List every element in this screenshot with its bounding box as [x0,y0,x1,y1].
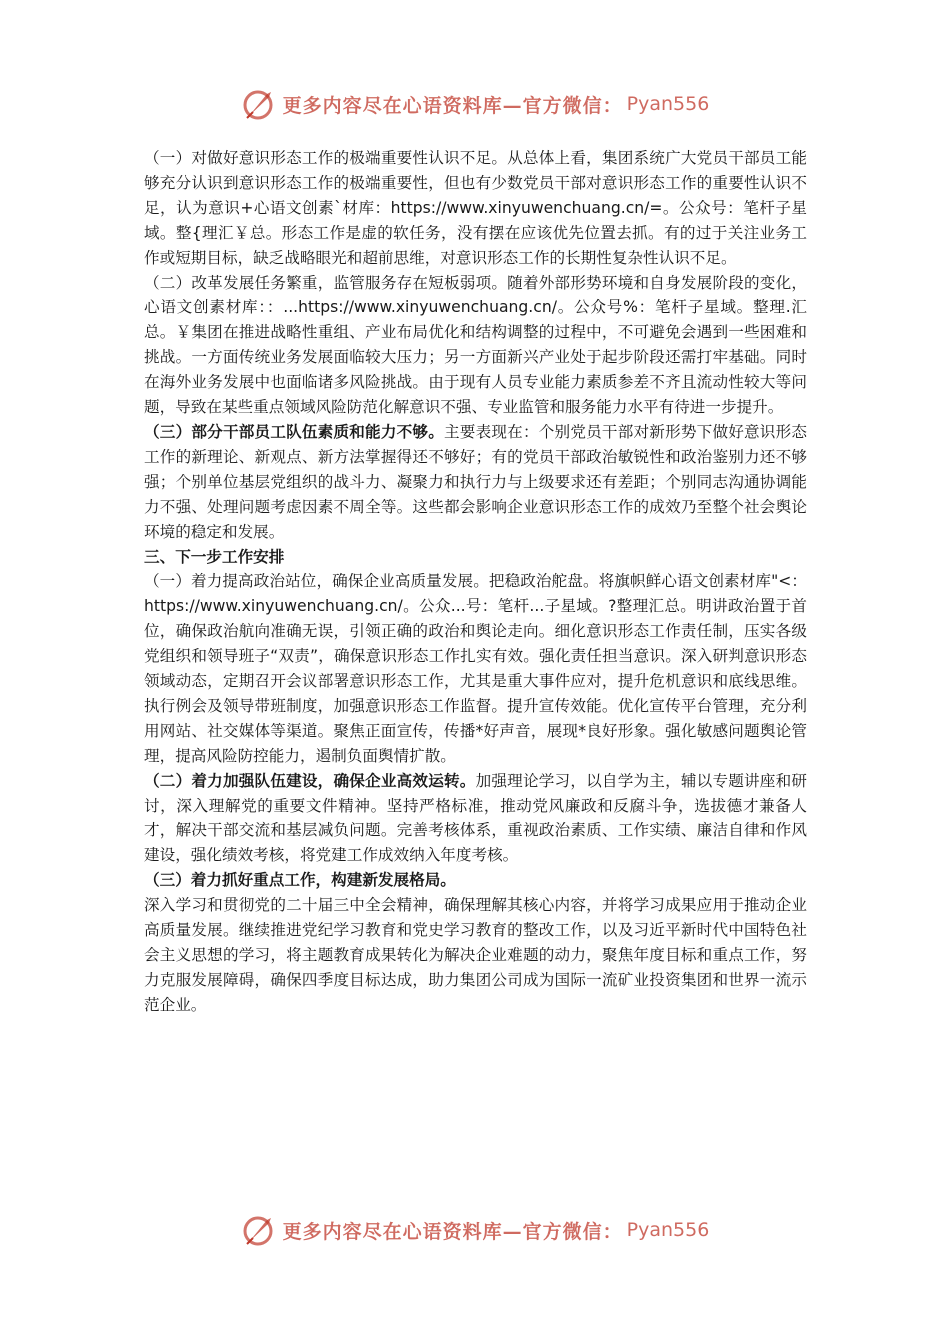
paragraph-3-body: 主要表现在：个别党员干部对新形势下做好意识形态工作的新理论、新观点、新方法掌握得还不够好；有的党员干部政治敏锐性和政治鉴别力还不够强；个别单位基层党组织的战斗力、凝聚力和执行力与上级要求还有差距；个别同志沟通协调能力不强、处理问题考虑因素不周全等。这些都会影响企业意识形态工作的成效乃至整个社会舆论环境的稳定和发展。 [144,422,807,541]
banner-wechat-id: Pyan556 [626,93,710,115]
banner-text: 更多内容尽在心语资料库—官方微信： [282,1220,623,1243]
section-heading: 三、下一步工作安排 [144,547,285,566]
paragraph-5-lead: （二）着力加强队伍建设，确保企业高效运转。 [144,771,476,790]
banner-wechat-id: Pyan556 [626,1219,710,1241]
paragraph-3-lead: （三）部分干部员工队伍素质和能力不够。 [144,422,445,441]
paragraph-6-body: 深入学习和贯彻党的二十届三中全会精神，确保理解其核心内容，并将学习成果应用于推动企业高质量发展。继续推进党纪学习教育和党史学习教育的整改工作，以及习近平新时代中国特色社会主义思想的学习，将主题教育成果转化为解决企业难题的动力，聚焦年度目标和重点工作，努力克服发展障碍，确保四季度目标达成，助力集团公司成为国际一流矿业投资集团和世界一流示范企业。 [144,896,807,1014]
paragraph-3 [144,420,807,545]
banner-text: 更多内容尽在心语资料库—官方微信： [282,94,623,117]
paragraph-2: （二）改革发展任务繁重，监管服务存在短板弱项。随着外部形势环境和自身发展阶段的变化，心语文创素材库：：...https://www.xinyuwenchuang.cn/。公众号%：笔杆子星域。整理.汇总。￥集团在推进战略性重组、产业布局优化和结构调整的过程中，不可避免会遇到一些困难和挑战。一方面传统业务发展面临较大压力；另一方面新兴产业处于起步阶段还需打牢基础。同时在海外业务发展中也面临诸多风险挑战。由于现有人员专业能力素质参差不齐且流动性较大等问题，导致在某些重点领域风险防范化解意识不强、专业监管和服务能力水平有待进一步提升。 [144,273,807,417]
paragraph-4: （一）着力提高政治站位，确保企业高质量发展。把稳政治舵盘。将旗帜鲜心语文创素材库"<：https://www.xinyuwenchuang.cn/。公众...号：笔杆...子星域。?整理汇总。明讲政治置于首位，确保政治航向准确无误，引领正确的政治和舆论走向。细化意识形态工作责任制，压实各级党组织和领导班子“双责”，确保意识形态工作扎实有效。强化责任担当意识。深入研判意识形态领域动态，定期召开会议部署意识形态工作，尤其是重大事件应对，提升危机意识和底线思维。执行例会及领导带班制度，加强意识形态工作监督。提升宣传效能。优化宣传平台管理，充分利用网站、社交媒体等渠道。聚焦正面宣传，传播*好声音，展现*良好形象。强化敏感问题舆论管理，提高风险防控能力，遏制负面舆情扩散。 [144,572,807,765]
paragraph-5 [144,769,807,869]
header-watermark-banner [0,82,950,126]
paragraph-6-lead: （三）着力抓好重点工作，构建新发展格局。 [144,871,456,890]
footer-watermark-banner [0,1208,950,1252]
paragraph-5-body: 加强理论学习，以自学为主，辅以专题讲座和研讨，深入理解党的重要文件精神。坚持严格标准，推动党风廉政和反腐斗争，选拔德才兼备人才，解决干部交流和基层减负问题。完善考核体系，重视政治素质、工作实绩、廉洁自律和作风建设，强化绩效考核，将党建工作成效纳入年度考核。 [144,771,807,865]
quill-logo-icon [241,86,277,122]
paragraph-1: （一）对做好意识形态工作的极端重要性认识不足。从总体上看，集团系统广大党员干部员工能够充分认识到意识形态工作的极端重要性，但也有少数党员干部对意识形态工作的重要性认识不足，认为意识+心语文创素`材库：https://www.xinyuwenchuang.cn/=。公众号：笔杆子星域。整{理汇￥总。形态工作是虚的软任务，没有摆在应该优先位置去抓。有的过于关注业务工作或短期目标，缺乏战略眼光和超前思维，对意识形态工作的长期性复杂性认识不足。 [144,149,807,267]
quill-logo-icon [241,1212,277,1248]
document-body [144,146,807,1018]
